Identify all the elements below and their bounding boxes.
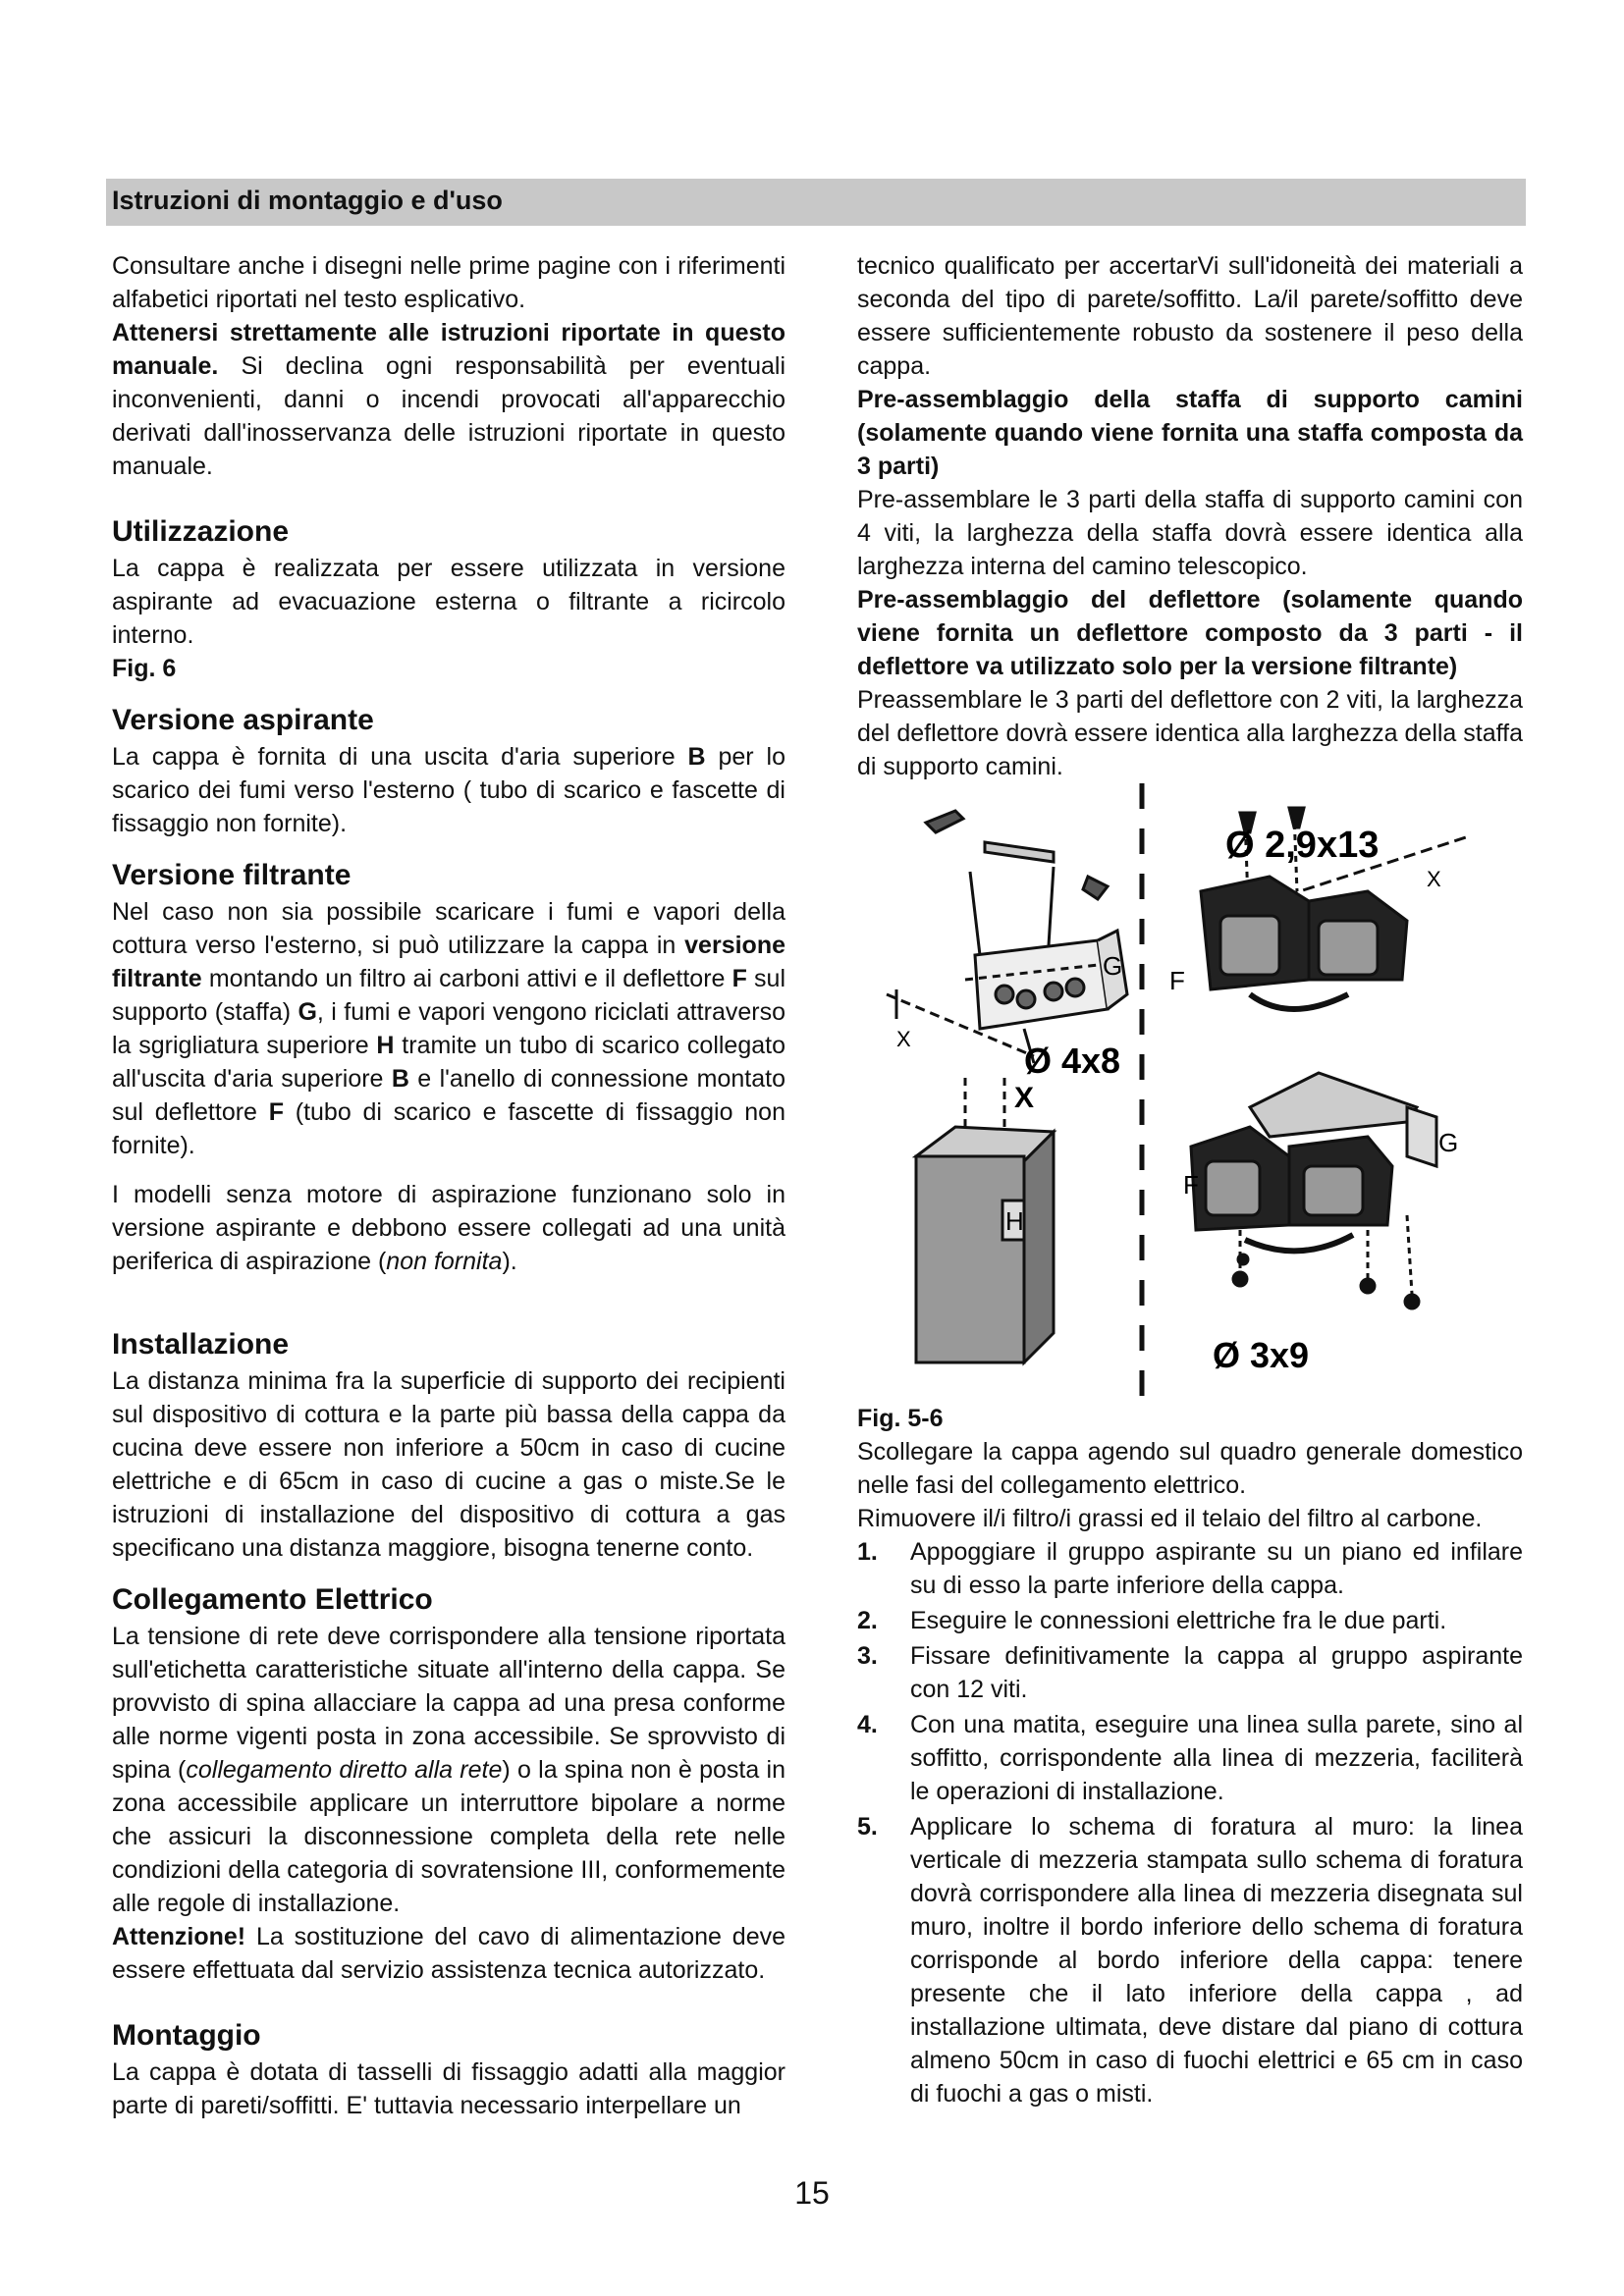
elettrico-text — [112, 1620, 785, 1920]
label-g-top: G — [1103, 951, 1123, 981]
filtrante-bold-1: versione filtrante — [112, 932, 785, 992]
step-number: 2. — [857, 1607, 878, 1634]
heading-installazione: Installazione — [112, 1328, 290, 1361]
heading-versione-aspirante: Versione aspirante — [112, 704, 374, 736]
step-number: 5. — [857, 1813, 878, 1841]
section-title: Istruzioni di montaggio e d'uso — [112, 186, 503, 215]
screw-label-3x9: Ø 3x9 — [1213, 1335, 1310, 1375]
page-number: 15 — [794, 2175, 830, 2211]
installazione-text: La distanza minima fra la superficie di supporto dei recipienti sul dispositivo di cottura e la parte più bassa della cappa da cucina deve essere non inferiore a 50cm in caso di cucine elettriche e di 65cm in caso di cucine a gas o miste.Se le istruzioni di installazione del dispositivo di cottura a gas specificano una distanza maggiore, bisogna tenerne conto. — [112, 1367, 785, 1562]
filtrante-part-1: Nel caso non sia possibile scaricare i fumi e vapori della cottura verso l'esterno, si può utilizzare la cappa in — [112, 898, 785, 959]
montaggio-text: La cappa è dotata di tasselli di fissaggio adatti alla maggior parte di pareti/soffitti. E' tuttavia necessario interpellare un — [112, 2058, 785, 2119]
step-text: Applicare lo schema di foratura al muro: la linea verticale di mezzeria stampata sullo schema di foratura dovrà corrispondere alla linea di mezzeria disegnata sul muro, inoltre il bordo inferiore dello schema di foratura corrisponde al bordo inferiore della cappa: tenere presente che il lato inferiore della cappa , ad installazione ultimata, deve distare dal piano di cottura almeno 50cm in caso di fuochi elettrici e 65 cm in caso di fuochi a gas o misti. — [910, 1813, 1523, 2108]
utilizzazione-body: La cappa è realizzata per essere utilizzata in versione aspirante ad evacuazione esterna o filtrante a ricircolo interno. — [112, 555, 785, 649]
bracket-assembly-drawing — [887, 811, 1127, 1063]
list-item — [857, 1639, 1523, 1706]
modelli-part-1: I modelli senza motore di aspirazione funzionano solo in versione aspirante e debbono essere collegati ad una unità periferica di aspirazione ( — [112, 1181, 785, 1275]
list-item — [857, 1810, 1523, 2110]
section-header-bar — [106, 179, 1526, 226]
ref-b-2: B — [391, 1065, 409, 1093]
screw-label-2-9x13: Ø 2,9x13 — [1225, 825, 1380, 866]
filtrante-part-5: tramite un tubo di scarico collegato all'uscita d'aria superiore — [112, 1032, 785, 1093]
filtrante-text — [112, 895, 785, 1162]
ref-h: H — [376, 1032, 395, 1059]
step-text: Appoggiare il gruppo aspirante su un piano ed infilare su di esso la parte inferiore della cappa. — [910, 1538, 1523, 1599]
step-number: 4. — [857, 1711, 878, 1738]
intro-text: Consultare anche i disegni nelle prime pagine con i riferimenti alfabetici riportati nel testo esplicativo. — [112, 252, 785, 313]
heading-utilizzazione: Utilizzazione — [112, 515, 290, 548]
filtrante-part-7: (tubo di scarico e fascette di fissaggio non fornite). — [112, 1098, 785, 1159]
right-column — [857, 249, 1523, 2112]
preassemblaggio-staffa-text: Pre-assemblare le 3 parti della staffa di supporto camini con 4 viti, la larghezza della staffa dovrà essere identica alla larghezza interna del camino telescopico. — [857, 486, 1523, 580]
heading-preassemblaggio-deflettore: Pre-assemblaggio del deflettore (solamente quando viene fornita un deflettore composto da 3 parti - il deflettore va utilizzato solo per la versione filtrante) — [857, 586, 1523, 680]
heading-preassemblaggio-staffa: Pre-assemblaggio della staffa di supporto camini (solamente quando viene fornita una staffa composta da 3 parti) — [857, 386, 1523, 480]
step-text: Con una matita, eseguire una linea sulla parete, sino al soffitto, corrispondente alla linea di mezzeria, faciliterà le operazioni di installazione. — [910, 1711, 1523, 1805]
step-number: 1. — [857, 1538, 878, 1566]
step-text: Fissare definitivamente la cappa al gruppo aspirante con 12 viti. — [910, 1642, 1523, 1703]
filtrante-part-3: sul supporto (staffa) — [112, 965, 786, 1026]
label-f-bottom: F — [1183, 1170, 1199, 1200]
elettrico-italic: collegamento diretto alla rete — [186, 1756, 503, 1784]
step-text: Eseguire le connessioni elettriche fra le due parti. — [910, 1607, 1447, 1634]
assembly-figure — [857, 783, 1523, 1402]
ref-b: B — [687, 743, 706, 771]
fig-6-ref: Fig. 6 — [112, 655, 177, 682]
chimney-drawing — [916, 1078, 1054, 1362]
assembly-steps-list — [857, 1535, 1523, 2110]
left-column — [112, 249, 785, 2122]
ref-f-2: F — [268, 1098, 284, 1126]
heading-montaggio: Montaggio — [112, 2019, 261, 2052]
label-x-left: X — [896, 1027, 911, 1051]
label-f-top: F — [1169, 966, 1185, 995]
preassemblaggio-deflettore-text: Preassemblare le 3 parti del deflettore con 2 viti, la larghezza del deflettore dovrà essere identica alla larghezza della staffa di supporto camini. — [857, 686, 1523, 780]
attenzione-text — [112, 1920, 785, 1987]
label-h: H — [1005, 1206, 1024, 1236]
filtrante-part-4: , i fumi e vapori vengono riciclati attraverso la sgrigliatura superiore — [112, 998, 785, 1059]
list-item — [857, 1535, 1523, 1602]
fig-text-2: Rimuovere il/i filtro/i grassi ed il telaio del filtro al carbone. — [857, 1505, 1483, 1532]
intro-disclaimer: Si declina ogni responsabilità per eventuali inconvenienti, danni o incendi provocati all'apparecchio derivati dall'inosservanza delle istruzioni riportate in questo manuale. — [112, 352, 785, 480]
attenzione-body: La sostituzione del cavo di alimentazione deve essere effettuata dal servizio assistenza tecnica autorizzato. — [112, 1923, 785, 1984]
list-item — [857, 1604, 1523, 1637]
step-number: 3. — [857, 1642, 878, 1670]
screw-label-4x8: Ø 4x8 — [1024, 1041, 1121, 1081]
intro-paragraph — [112, 249, 785, 483]
elettrico-part-2: ) o la spina non è posta in zona accessibile applicare un interruttore bipolare a norme che assicuri la disconnessione completa della rete nelle condizioni della categoria di sovratensione III, conformemente alle regole di installazione. — [112, 1756, 785, 1917]
label-x-right: X — [1427, 867, 1441, 891]
ref-g: G — [298, 998, 317, 1026]
modelli-text — [112, 1178, 785, 1278]
aspirante-part-1: La cappa è fornita di una uscita d'aria superiore — [112, 743, 688, 771]
heading-collegamento-elettrico: Collegamento Elettrico — [112, 1583, 433, 1616]
fig-text-1: Scollegare la cappa agendo sul quadro generale domestico nelle fasi del collegamento elettrico. — [857, 1438, 1523, 1499]
label-x-chimney: X — [1014, 1082, 1035, 1114]
filtrante-part-2: montando un filtro ai carboni attivi e il deflettore — [201, 965, 732, 992]
montaggio-continued-text: tecnico qualificato per accertarVi sull'idoneità dei materiali a seconda del tipo di parete/soffitto. La/il parete/soffitto deve essere sufficientemente robusto da sostenere il peso della cappa. — [857, 252, 1523, 380]
aspirante-part-2: per lo scarico dei fumi verso l'esterno ( tubo di scarico e fascette di fissaggio non fornite). — [112, 743, 785, 837]
filtrante-part-6: e l'anello di connessione montato sul deflettore — [112, 1065, 785, 1126]
heading-versione-filtrante: Versione filtrante — [112, 859, 352, 891]
aspirante-text — [112, 740, 785, 840]
ref-f: F — [731, 965, 747, 992]
attenzione-label: Attenzione! — [112, 1923, 246, 1950]
utilizzazione-text — [112, 552, 785, 685]
label-g-bottom: G — [1438, 1128, 1459, 1157]
fig-5-6-caption: Fig. 5-6 — [857, 1405, 944, 1432]
modelli-italic: non fornita — [386, 1248, 503, 1275]
list-item — [857, 1708, 1523, 1808]
intro-warning: Attenersi strettamente alle istruzioni riportate in questo manuale. — [112, 319, 785, 380]
assembly-diagram — [857, 783, 1523, 1402]
modelli-part-2: ). — [502, 1248, 517, 1275]
bracket-filter-drawing — [1191, 1073, 1436, 1308]
elettrico-part-1: La tensione di rete deve corrispondere alla tensione riportata sull'etichetta caratteristiche situate all'interno della cappa. Se provvisto di spina allacciare la cappa ad una presa conforme alle norme vigenti posta in zona accessibile. Se sprovvisto di spina ( — [112, 1623, 785, 1784]
